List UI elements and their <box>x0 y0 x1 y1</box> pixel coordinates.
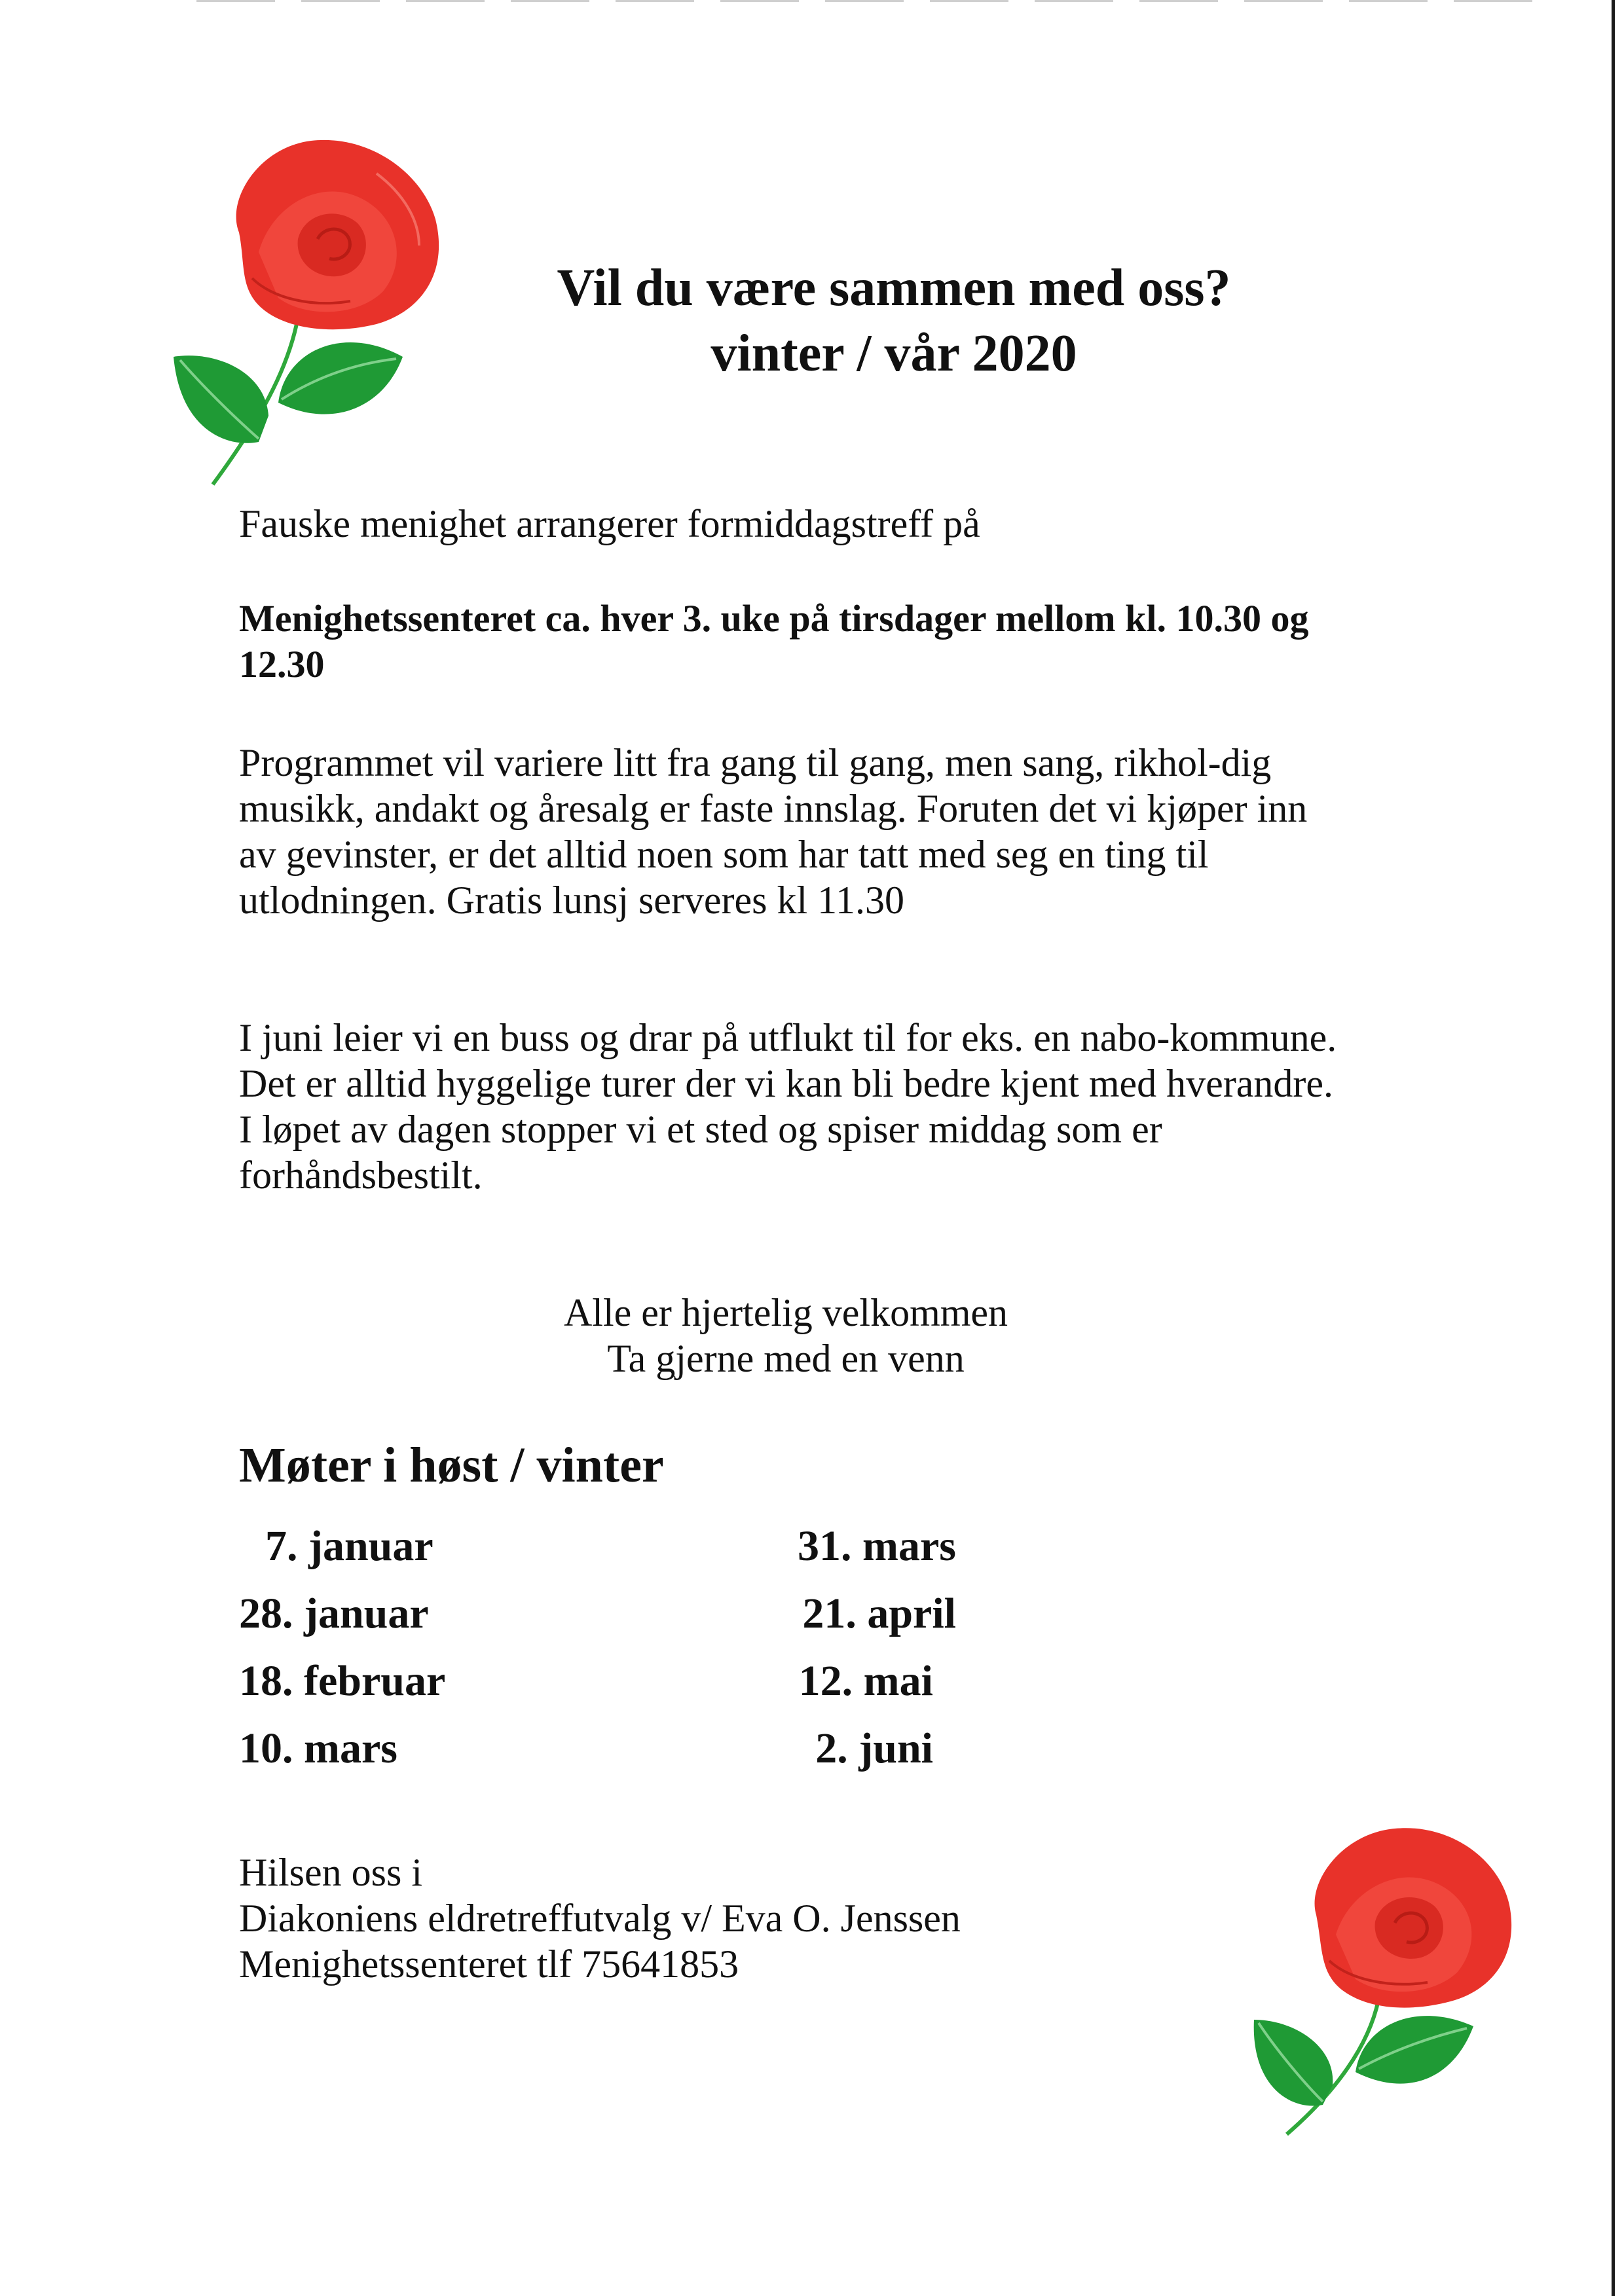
meeting-date: 21. april <box>802 1590 956 1637</box>
rose-leaf-right <box>278 342 403 414</box>
meeting-date: 10. mars <box>239 1724 397 1772</box>
intro-text: Fauske menighet arrangerer formiddagstreff på <box>239 502 980 545</box>
meeting-date: 2. juni <box>815 1724 933 1772</box>
scan-right-edge <box>1612 0 1615 2296</box>
welcome-text <box>419 1290 1153 1381</box>
closing-line-1: Hilsen oss i <box>239 1851 423 1894</box>
meeting-date: 31. mars <box>798 1522 956 1570</box>
rose-bloom <box>1315 1828 1512 2007</box>
rose-leaf-left <box>1254 2020 1333 2105</box>
welcome-line-2: Ta gjerne med en venn <box>607 1337 965 1380</box>
meeting-date: 28. januar <box>239 1590 429 1637</box>
rose-bloom <box>236 140 439 329</box>
page-title <box>419 255 1369 386</box>
meeting-dates-left-column <box>239 1512 632 1782</box>
venue-text: Menighetssenteret ca. hver 3. uke på tirsdager mellom kl. 10.30 og 12.30 <box>239 597 1309 685</box>
meetings-heading: Møter i høst / vinter <box>239 1438 664 1493</box>
closing-line-2: Diakoniens eldretreffutvalg v/ Eva O. Jenssen <box>239 1897 961 1940</box>
rose-leaf-left <box>174 355 268 443</box>
title-line-2: vinter / vår 2020 <box>710 325 1077 382</box>
welcome-line-1: Alle er hjertelig velkommen <box>563 1291 1008 1334</box>
closing-signature <box>239 1850 961 1987</box>
rose-bottom-illustration <box>1244 1823 1532 2138</box>
trip-text: I juni leier vi en buss og drar på utflukt til for eks. en nabo-kommune. Det er alltid hyggelige turer der vi kan bli bedre kjent med hverandre. I løpet av dagen stopper vi et sted og spiser middag som er forhåndsbestilt. <box>239 1016 1337 1197</box>
program-text: Programmet vil variere litt fra gang til gang, men sang, rikhol-dig musikk, andakt og åresalg er faste innslag. Foruten det vi kjøper inn av gevinster, er det alltid noen som har tatt med seg en ting til utlodningen. Gratis lunsj serveres kl 11.30 <box>239 741 1308 922</box>
rose-top-illustration <box>160 134 449 488</box>
meeting-date: 18. februar <box>239 1657 446 1705</box>
scan-top-edge <box>196 0 1539 2</box>
closing-line-3: Menighetssenteret tlf 75641853 <box>239 1942 739 1986</box>
title-line-1: Vil du være sammen med oss? <box>557 259 1231 317</box>
rose-leaf-right <box>1356 2016 1473 2084</box>
meeting-date: 12. mai <box>798 1657 933 1705</box>
meeting-dates-right-column <box>773 1512 982 1782</box>
meeting-date: 7. januar <box>265 1522 434 1570</box>
